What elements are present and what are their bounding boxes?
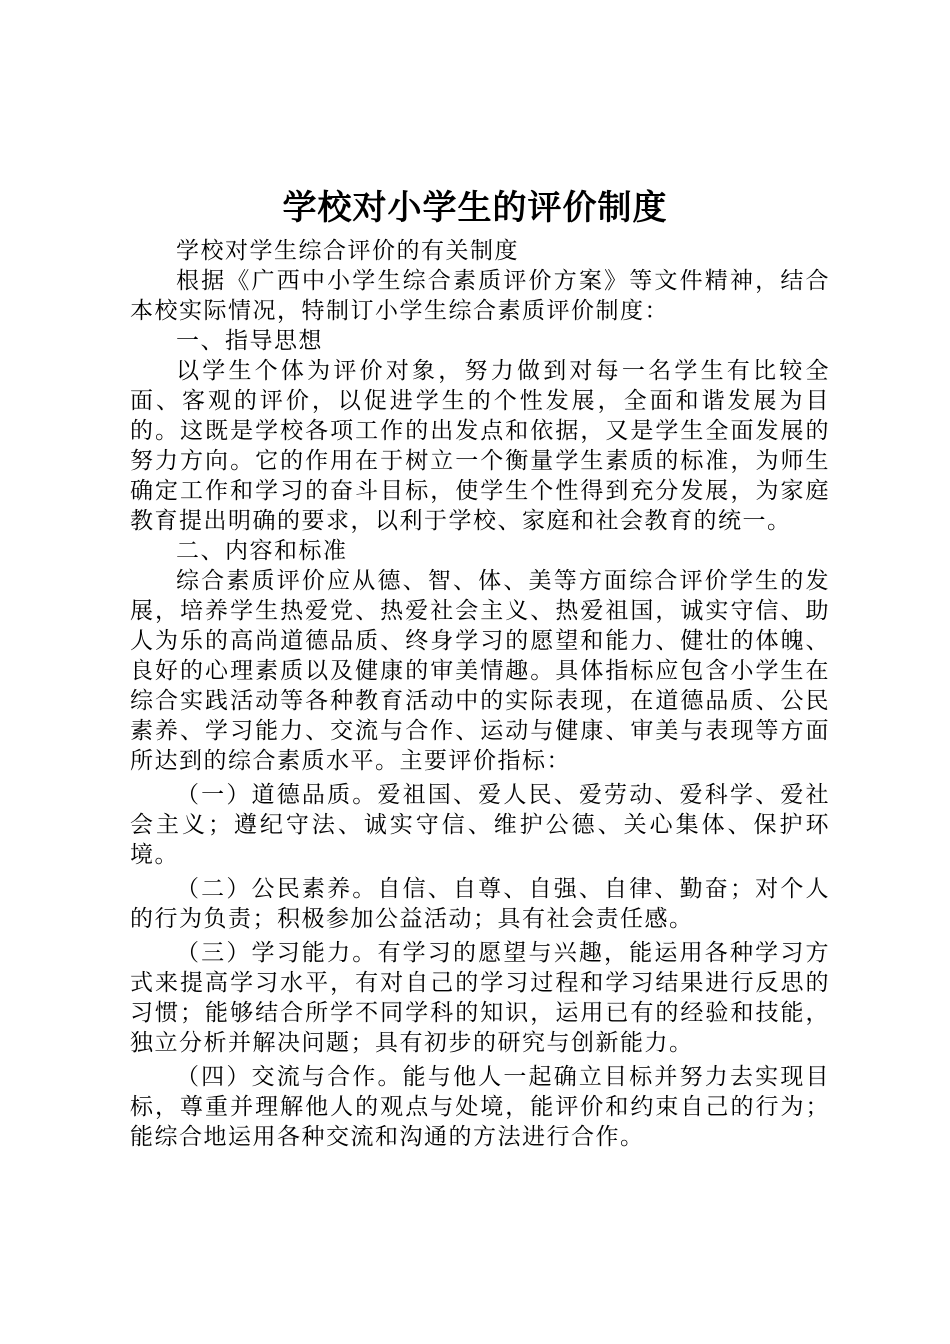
paragraph-content-standards: 综合素质评价应从德、智、体、美等方面综合评价学生的发展，培养学生热爱党、热爱社会主义、热爱祖国，诚实守信、助人为乐的高尚道德品质、终身学习的愿望和能力、健壮的体魄、良好的心理素质以及健康的审美情趣。具体指标应包含小学生在综合实践活动等各种教育活动中的实际表现，在道德品质、公民素养、学习能力、交流与合作、运动与健康、审美与表现等方面所达到的综合素质水平。主要评价指标： <box>130 568 830 774</box>
list-item-civic-literacy: （二）公民素养。自信、自尊、自强、自律、勤奋；对个人的行为负责；积极参加公益活动；具有社会责任感。 <box>130 876 830 932</box>
document-title: 学校对小学生的评价制度 <box>282 188 668 228</box>
list-item-learning-ability: （三）学习能力。有学习的愿望与兴趣，能运用各种学习方式来提高学习水平，有对自己的学习过程和学习结果进行反思的习惯；能够结合所学不同学科的知识，运用已有的经验和技能，独立分析并解决问题；具有初步的研究与创新能力。 <box>130 940 830 1056</box>
section-heading-guiding-ideas: 一、指导思想 <box>176 328 323 354</box>
section-heading-content-standards: 二、内容和标准 <box>176 538 348 564</box>
list-item-communication-cooperation: （四）交流与合作。能与他人一起确立目标并努力去实现目标，尊重并理解他人的观点与处境，能评价和约束自己的行为；能综合地运用各种交流和沟通的方法进行合作。 <box>130 1064 830 1150</box>
paragraph-intro: 根据《广西中小学生综合素质评价方案》等文件精神，结合本校实际情况，特制订小学生综合素质评价制度： <box>130 268 830 324</box>
document-body <box>130 236 830 1152</box>
paragraph-guiding-ideas: 以学生个体为评价对象，努力做到对每一名学生有比较全面、客观的评价，以促进学生的个性发展，全面和谐发展为目的。这既是学校各项工作的出发点和依据，又是学生全面发展的努力方向。它的作用在于树立一个衡量学生素质的标准，为师生确定工作和学习的奋斗目标，使学生个性得到充分发展，为家庭教育提出明确的要求，以利于学校、家庭和社会教育的统一。 <box>130 358 830 534</box>
list-item-moral-quality: （一）道德品质。爱祖国、爱人民、爱劳动、爱科学、爱社会主义；遵纪守法、诚实守信、维护公德、关心集体、保护环境。 <box>130 782 830 868</box>
paragraph-subtitle: 学校对学生综合评价的有关制度 <box>176 238 519 264</box>
